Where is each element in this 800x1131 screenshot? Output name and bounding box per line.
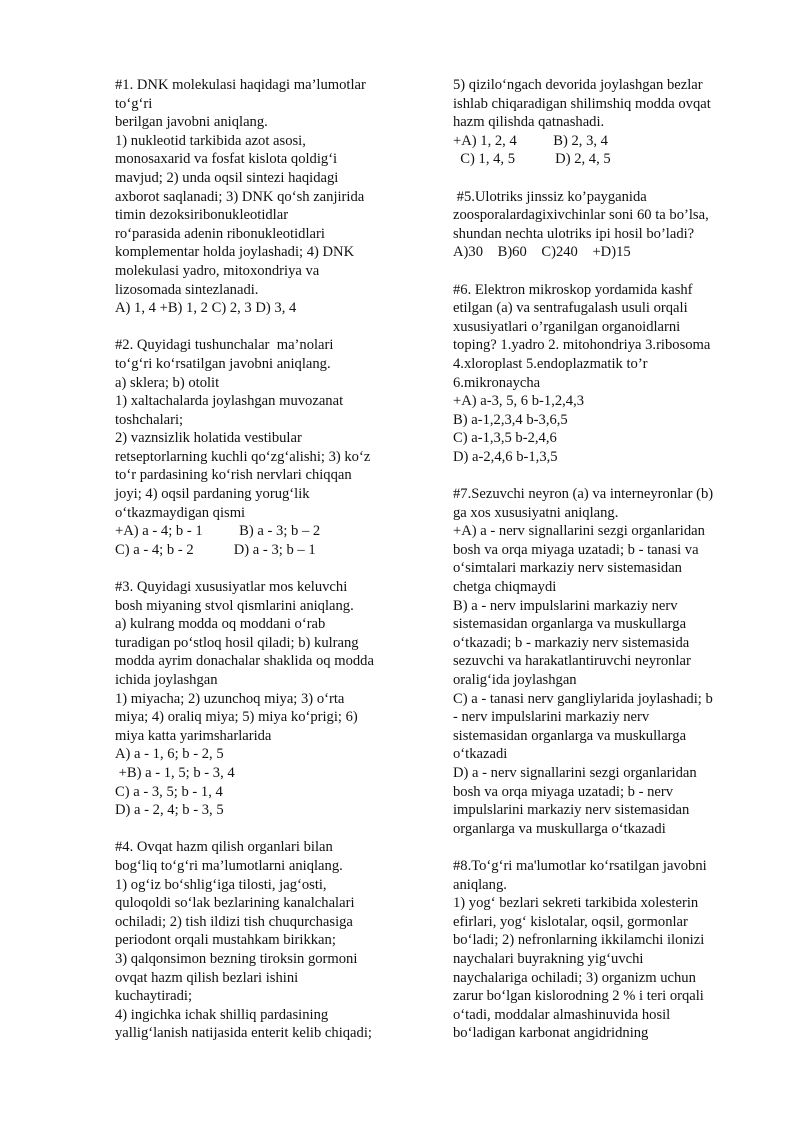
text-line: sezuvchi va harakatlantiruvchi neyronlar xyxy=(453,653,691,670)
question-heading: #1. DNK molekulasi haqidagi ma’lumotlar xyxy=(115,77,366,93)
text-line: +A) a - nerv signallarini sezgi organlaridan xyxy=(453,523,705,540)
text-line: lizosomada sintezlanadi. xyxy=(115,281,259,298)
question-heading: #5.Ulotriks jinssiz ko’payganida xyxy=(453,188,647,205)
text-line: +A) a-3, 5, 6 b-1,2,4,3 xyxy=(453,393,585,410)
text-line: a) sklera; b) otolit xyxy=(115,374,220,391)
text-line: berilgan javobni aniqlang. xyxy=(115,114,268,131)
text-line: toshchalari; xyxy=(115,411,184,428)
text-line: bog‘liq to‘g‘ri ma’lumotlarni aniqlang. xyxy=(115,857,343,874)
text-line: C) a - 4; b - 2 D) a - 3; b – 1 xyxy=(115,541,316,558)
text-line: molekulasi yadro, mitoxondriya va xyxy=(115,262,320,279)
text-line: o‘tkazadi xyxy=(453,746,508,763)
text-line: a) kulrang modda oq moddani o‘rab xyxy=(115,616,326,633)
text-line: 2) vaznsizlik holatida vestibular xyxy=(115,430,302,447)
text-line: 4.xloroplast 5.endoplazmatik to’r xyxy=(453,355,648,372)
text-line: komplementar holda joylashadi; 4) DNK xyxy=(115,244,355,261)
text-line: chetga chiqmaydi xyxy=(453,579,557,596)
text-line: ga xos xususiyatni aniqlang. xyxy=(453,504,619,521)
text-line: naychalari buyrakning yig‘uvchi xyxy=(453,950,644,967)
text-line: ichida joylashgan xyxy=(115,672,218,688)
text-line: 1) yog‘ bezlari sekreti tarkibida xolesterin xyxy=(453,895,699,912)
text-line: A) a - 1, 6; b - 2, 5 xyxy=(115,746,224,763)
text-line: etilgan (a) va sentrafugalash usuli orqali xyxy=(453,300,688,317)
left-column xyxy=(115,76,415,1043)
text-line: mavjud; 2) unda oqsil sintezi haqidagi xyxy=(115,169,339,186)
text-line: oralig‘ida joylashgan xyxy=(453,672,577,688)
text-line: 1) og‘iz bo‘shlig‘iga tilosti, jag‘osti, xyxy=(115,876,327,893)
text-line: D) a-2,4,6 b-1,3,5 xyxy=(453,448,558,465)
text-line: sistemasidan organlarga va muskullarga xyxy=(453,616,687,633)
text-line: bo‘ladigan karbonat angidridning xyxy=(453,1025,649,1042)
question-heading: #3. Quyidagi xususiyatlar mos keluvchi xyxy=(115,579,348,596)
text-line: +A) 1, 2, 4 B) 2, 3, 4 xyxy=(453,132,608,149)
text-line: 1) xaltachalarda joylashgan muvozanat xyxy=(115,393,344,410)
text-line: +A) a - 4; b - 1 B) a - 3; b – 2 xyxy=(115,523,321,540)
text-line: 1) miyacha; 2) uzunchoq miya; 3) o‘rta xyxy=(115,690,345,707)
question-heading: #6. Elektron mikroskop yordamida kashf xyxy=(453,281,693,298)
text-line: xususiyatlari o’rganilgan organoidlarni xyxy=(453,318,681,335)
paragraph-gap xyxy=(115,559,415,578)
text-line: axborot saqlanadi; 3) DNK qo‘sh zanjirida xyxy=(115,188,365,205)
question-heading: #7.Sezuvchi neyron (a) va interneyronlar (b) xyxy=(453,486,714,503)
text-line: +B) a - 1, 5; b - 3, 4 xyxy=(115,764,235,781)
text-line: bo‘ladi; 2) nefronlarning ikkilamchi ilonizi xyxy=(453,932,705,949)
text-line: C) a - tanasi nerv gangliylarida joylashadi; b xyxy=(453,690,713,707)
text-line: monosaxarid va fosfat kislota qoldig‘i xyxy=(115,151,338,168)
paragraph-gap xyxy=(453,169,753,188)
text-line: B) a-1,2,3,4 b-3,6,5 xyxy=(453,411,568,428)
text-line: C) a - 3, 5; b - 1, 4 xyxy=(115,783,223,800)
text-line: organlarga va muskullarga o‘tkazadi xyxy=(453,820,666,837)
text-line: 1) nukleotid tarkibida azot asosi, xyxy=(115,132,306,149)
paragraph-gap xyxy=(115,820,415,839)
text-line: sistemasidan organlarga va muskullarga xyxy=(453,727,687,744)
text-line: C) 1, 4, 5 D) 2, 4, 5 xyxy=(453,151,611,168)
text-line: miya; 4) oraliq miya; 5) miya ko‘prigi; 6) xyxy=(115,709,358,726)
text-line: joyi; 4) oqsil pardaning yorug‘lik xyxy=(115,486,310,503)
text-line: shundan nechta ulotriks ipi hosil bo’ladi? xyxy=(453,225,695,242)
text-line: o‘tadi, moddalar almashinuvida hosil xyxy=(453,1006,671,1023)
text-line: retseptorlarning kuchli qo‘zg‘alishi; 3) ko‘z xyxy=(115,448,371,465)
text-line: hazm qilishda qatnashadi. xyxy=(453,114,605,131)
paragraph-gap xyxy=(115,318,415,337)
right-column xyxy=(453,76,753,1043)
text-line: naychalariga ochiladi; 3) organizm uchun xyxy=(453,969,696,986)
text-line: bosh va orqa miyaga uzatadi; b - tanasi va xyxy=(453,541,699,558)
text-line: 5) qizilo‘ngach devorida joylashgan bezlar xyxy=(453,77,703,93)
text-line: ro‘parasida adenin ribonukleotidlari xyxy=(115,225,325,242)
text-line: miya katta yarimsharlarida xyxy=(115,727,272,744)
text-line: quloqoldi so‘lak bezlarining kanalchalari xyxy=(115,895,355,912)
text-line: yallig‘lanish natijasida enterit kelib chiqadi; xyxy=(115,1025,372,1042)
question-heading: #2. Quyidagi tushunchalar ma’nolari xyxy=(115,337,334,354)
text-line: zoosporalardagixivchinlar soni 60 ta bo’lsa, xyxy=(453,207,709,224)
question-heading: #4. Ovqat hazm qilish organlari bilan xyxy=(115,839,333,856)
text-line: o‘simtalari markaziy nerv sistemasidan xyxy=(453,560,682,577)
text-line: timin dezoksiribonukleotidlar xyxy=(115,207,289,224)
text-line: to‘r pardasining ko‘rish nervlari chiqqan xyxy=(115,467,352,484)
question-heading: #8.To‘g‘ri ma'lumotlar ko‘rsatilgan javobni xyxy=(453,857,707,874)
text-line: modda ayrim donachalar shaklida oq modda xyxy=(115,653,374,670)
text-line: 4) ingichka ichak shilliq pardasining xyxy=(115,1006,329,1023)
text-line: efirlari, yog‘ kislotalar, oqsil, gormonlar xyxy=(453,913,688,930)
paragraph-gap xyxy=(453,262,753,281)
text-line: D) a - 2, 4; b - 3, 5 xyxy=(115,802,224,819)
text-line: to‘g‘ri ko‘rsatilgan javobni aniqlang. xyxy=(115,355,331,372)
text-line: kuchaytiradi; xyxy=(115,988,192,1005)
text-line: to‘g‘ri xyxy=(115,95,153,112)
text-line: turadigan po‘stloq hosil qiladi; b) kulrang xyxy=(115,634,359,651)
text-line: toping? 1.yadro 2. mitohondriya 3.ribosoma xyxy=(453,337,711,354)
text-line: ochiladi; 2) tish ildizi tish chuqurchasiga xyxy=(115,913,353,930)
text-line: 6.mikronaycha xyxy=(453,374,541,391)
text-line: - nerv impulslarini markaziy nerv xyxy=(453,709,650,726)
text-line: bosh miyaning stvol qismlarini aniqlang. xyxy=(115,597,354,614)
paragraph-gap xyxy=(453,466,753,485)
text-line: A) 1, 4 +B) 1, 2 C) 2, 3 D) 3, 4 xyxy=(115,300,297,317)
text-line: periodont orqali mustahkam birikkan; xyxy=(115,932,336,949)
paragraph-gap xyxy=(453,838,753,857)
text-line: aniqlang. xyxy=(453,876,507,893)
text-line: A)30 B)60 C)240 +D)15 xyxy=(453,244,631,261)
text-line: B) a - nerv impulslarini markaziy nerv xyxy=(453,597,678,614)
text-line: ishlab chiqaradigan shilimshiq modda ovqat xyxy=(453,95,711,112)
text-line: impulslarini markaziy nerv sistemasidan xyxy=(453,802,690,819)
text-line: D) a - nerv signallarini sezgi organlaridan xyxy=(453,764,697,781)
text-line: o‘tkazmaydigan qismi xyxy=(115,504,246,521)
text-line: ovqat hazm qilish bezlari ishini xyxy=(115,969,299,986)
text-line: o‘tkazadi; b - markaziy nerv sistemasida xyxy=(453,634,690,651)
text-line: 3) qalqonsimon bezning tiroksin gormoni xyxy=(115,950,358,967)
text-line: C) a-1,3,5 b-2,4,6 xyxy=(453,430,557,447)
text-line: bosh va orqa miyaga uzatadi; b - nerv xyxy=(453,783,674,800)
text-line: zarur bo‘lgan kislorodning 2 % i teri orqali xyxy=(453,988,704,1005)
